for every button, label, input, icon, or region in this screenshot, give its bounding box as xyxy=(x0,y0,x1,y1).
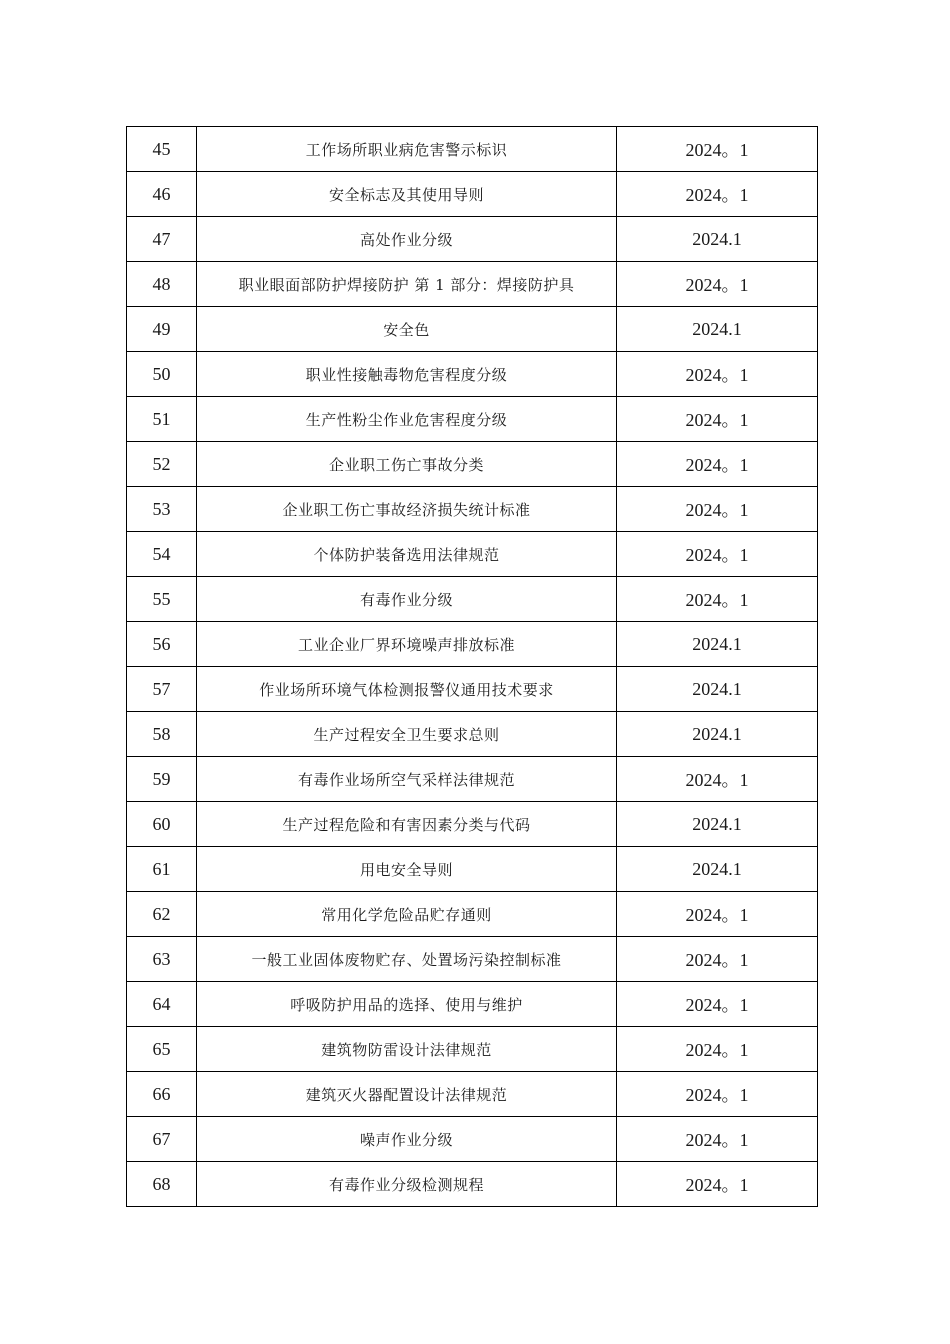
table-row xyxy=(127,217,818,262)
row-number-cell: 58 xyxy=(127,712,197,757)
date-cell: 2024。1 xyxy=(617,937,818,982)
table-row xyxy=(127,757,818,802)
standards-table xyxy=(126,126,818,1207)
date-cell: 2024。1 xyxy=(617,127,818,172)
table-row xyxy=(127,172,818,217)
row-number-cell: 66 xyxy=(127,1072,197,1117)
date-cell: 2024.1 xyxy=(617,622,818,667)
row-number-cell: 61 xyxy=(127,847,197,892)
date-cell: 2024。1 xyxy=(617,577,818,622)
row-number-cell: 45 xyxy=(127,127,197,172)
table-row xyxy=(127,307,818,352)
standard-name-cell: 工作场所职业病危害警示标识 xyxy=(197,127,617,172)
table-row xyxy=(127,127,818,172)
date-cell: 2024.1 xyxy=(617,307,818,352)
standard-name-cell: 有毒作业分级检测规程 xyxy=(197,1162,617,1207)
date-cell: 2024。1 xyxy=(617,892,818,937)
table-row xyxy=(127,667,818,712)
standard-name-cell: 一般工业固体废物贮存、处置场污染控制标准 xyxy=(197,937,617,982)
row-number-cell: 46 xyxy=(127,172,197,217)
table-row xyxy=(127,712,818,757)
standard-name-cell: 有毒作业分级 xyxy=(197,577,617,622)
date-cell: 2024.1 xyxy=(617,802,818,847)
date-cell: 2024。1 xyxy=(617,487,818,532)
standard-name-cell: 用电安全导则 xyxy=(197,847,617,892)
standard-name-cell: 企业职工伤亡事故分类 xyxy=(197,442,617,487)
table-row xyxy=(127,577,818,622)
standard-name-cell: 企业职工伤亡事故经济损失统计标准 xyxy=(197,487,617,532)
table-row xyxy=(127,532,818,577)
row-number-cell: 60 xyxy=(127,802,197,847)
standard-name-cell: 个体防护装备选用法律规范 xyxy=(197,532,617,577)
table-row xyxy=(127,622,818,667)
standard-name-cell: 安全标志及其使用导则 xyxy=(197,172,617,217)
table-row xyxy=(127,892,818,937)
standard-name-cell: 工业企业厂界环境噪声排放标准 xyxy=(197,622,617,667)
standard-name-cell: 高处作业分级 xyxy=(197,217,617,262)
standard-name-cell: 安全色 xyxy=(197,307,617,352)
date-cell: 2024。1 xyxy=(617,442,818,487)
date-cell: 2024。1 xyxy=(617,1072,818,1117)
standard-name-cell: 职业性接触毒物危害程度分级 xyxy=(197,352,617,397)
date-cell: 2024。1 xyxy=(617,172,818,217)
row-number-cell: 59 xyxy=(127,757,197,802)
row-number-cell: 47 xyxy=(127,217,197,262)
standards-table-body xyxy=(127,127,818,1207)
date-cell: 2024。1 xyxy=(617,262,818,307)
standard-name-cell: 职业眼面部防护焊接防护 第 1 部分：焊接防护具 xyxy=(197,262,617,307)
date-cell: 2024.1 xyxy=(617,667,818,712)
date-cell: 2024。1 xyxy=(617,397,818,442)
row-number-cell: 50 xyxy=(127,352,197,397)
standard-name-cell: 呼吸防护用品的选择、使用与维护 xyxy=(197,982,617,1027)
row-number-cell: 63 xyxy=(127,937,197,982)
table-row xyxy=(127,262,818,307)
standard-name-cell: 有毒作业场所空气采样法律规范 xyxy=(197,757,617,802)
standard-name-cell: 生产过程安全卫生要求总则 xyxy=(197,712,617,757)
row-number-cell: 51 xyxy=(127,397,197,442)
standard-name-cell: 生产过程危险和有害因素分类与代码 xyxy=(197,802,617,847)
table-row xyxy=(127,982,818,1027)
table-row xyxy=(127,937,818,982)
row-number-cell: 56 xyxy=(127,622,197,667)
table-row xyxy=(127,1162,818,1207)
standard-name-cell: 建筑灭火器配置设计法律规范 xyxy=(197,1072,617,1117)
date-cell: 2024.1 xyxy=(617,217,818,262)
standard-name-cell: 建筑物防雷设计法律规范 xyxy=(197,1027,617,1072)
date-cell: 2024.1 xyxy=(617,712,818,757)
table-row xyxy=(127,847,818,892)
table-row xyxy=(127,442,818,487)
row-number-cell: 62 xyxy=(127,892,197,937)
row-number-cell: 65 xyxy=(127,1027,197,1072)
row-number-cell: 54 xyxy=(127,532,197,577)
table-row xyxy=(127,352,818,397)
row-number-cell: 49 xyxy=(127,307,197,352)
table-row xyxy=(127,802,818,847)
row-number-cell: 53 xyxy=(127,487,197,532)
table-row xyxy=(127,1117,818,1162)
table-row xyxy=(127,487,818,532)
row-number-cell: 68 xyxy=(127,1162,197,1207)
row-number-cell: 55 xyxy=(127,577,197,622)
row-number-cell: 67 xyxy=(127,1117,197,1162)
row-number-cell: 64 xyxy=(127,982,197,1027)
date-cell: 2024。1 xyxy=(617,1162,818,1207)
date-cell: 2024。1 xyxy=(617,982,818,1027)
standard-name-cell: 生产性粉尘作业危害程度分级 xyxy=(197,397,617,442)
row-number-cell: 48 xyxy=(127,262,197,307)
date-cell: 2024。1 xyxy=(617,1117,818,1162)
standard-name-cell: 噪声作业分级 xyxy=(197,1117,617,1162)
date-cell: 2024。1 xyxy=(617,1027,818,1072)
table-row xyxy=(127,1072,818,1117)
date-cell: 2024。1 xyxy=(617,532,818,577)
date-cell: 2024。1 xyxy=(617,757,818,802)
row-number-cell: 52 xyxy=(127,442,197,487)
table-row xyxy=(127,1027,818,1072)
standard-name-cell: 常用化学危险品贮存通则 xyxy=(197,892,617,937)
table-row xyxy=(127,397,818,442)
date-cell: 2024。1 xyxy=(617,352,818,397)
standard-name-cell: 作业场所环境气体检测报警仪通用技术要求 xyxy=(197,667,617,712)
row-number-cell: 57 xyxy=(127,667,197,712)
date-cell: 2024.1 xyxy=(617,847,818,892)
